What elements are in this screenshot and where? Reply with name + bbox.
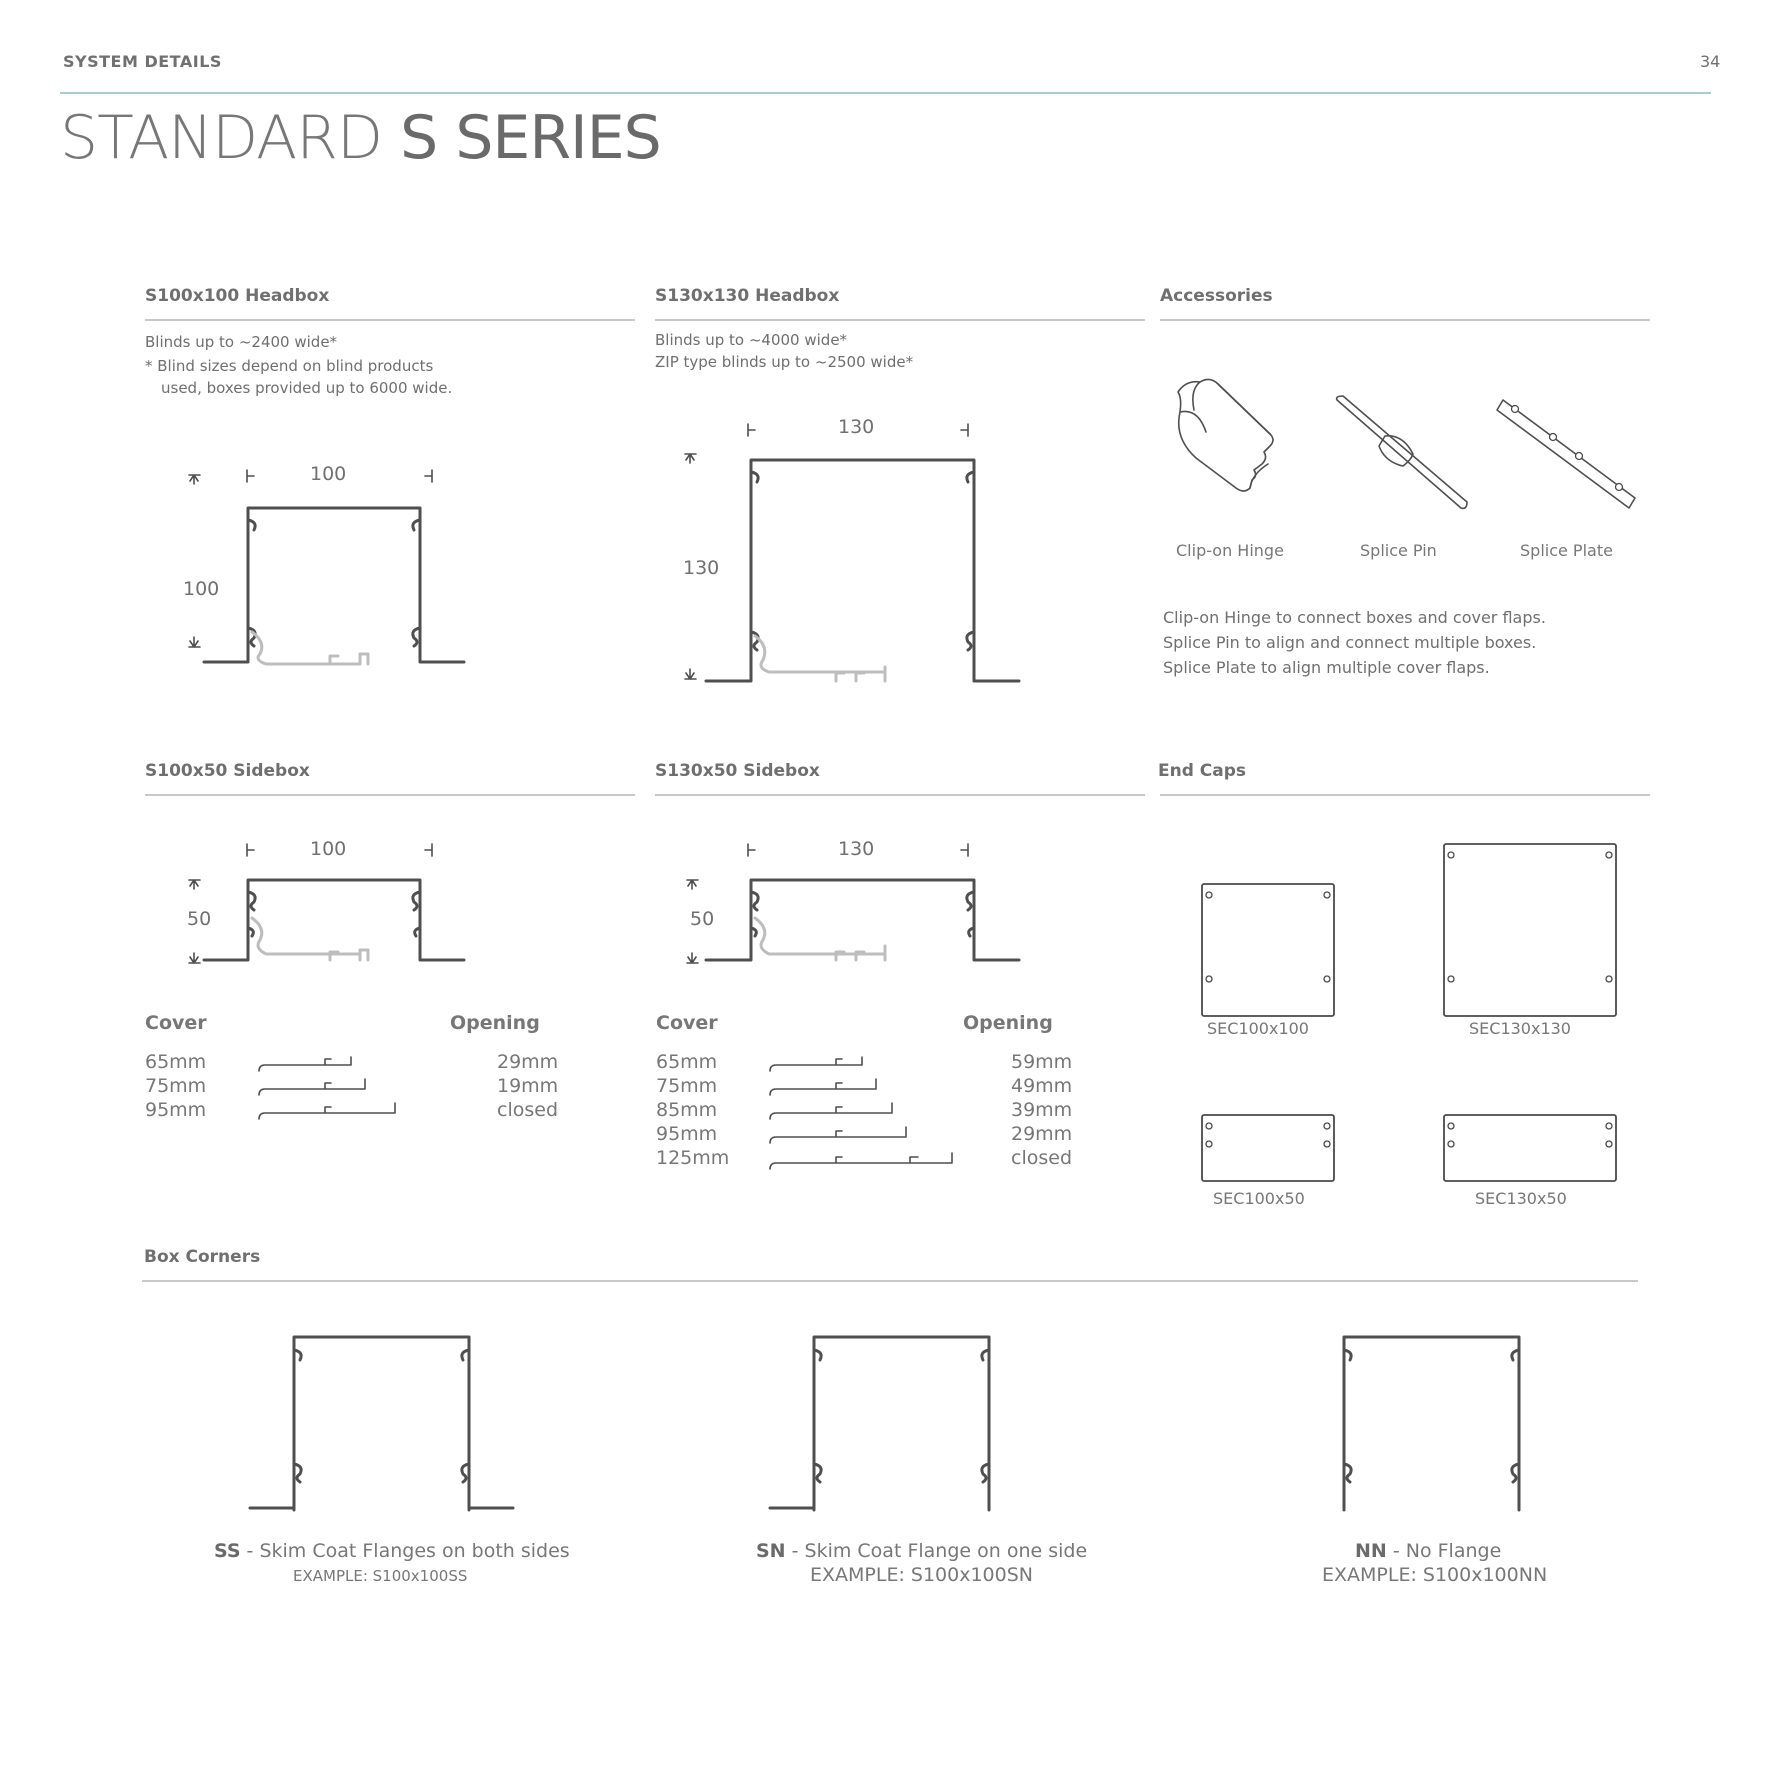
corner-nn-caption [1355, 1540, 1501, 1562]
s100x100-rule [145, 319, 635, 321]
s130x50-cover-label: Cover [656, 1012, 718, 1034]
s130x50-cover-5: 125mm [656, 1147, 730, 1169]
s100x50-width-label: 100 [310, 838, 347, 860]
corner-sn-example: EXAMPLE: S100x100SN [810, 1564, 1034, 1586]
section-label: SYSTEM DETAILS [63, 52, 222, 71]
corner-nn-desc: - No Flange [1386, 1540, 1502, 1562]
s130x130-rule [655, 319, 1145, 321]
page-number: 34 [1700, 52, 1721, 71]
corner-nn-example: EXAMPLE: S100x100NN [1322, 1564, 1548, 1586]
end-caps-rule [1160, 794, 1650, 796]
s130x50-cover-4: 95mm [656, 1123, 718, 1145]
s130x130-note-1: Blinds up to ~4000 wide* [655, 331, 848, 349]
end-cap-label-2: SEC130x130 [1469, 1019, 1571, 1038]
s130x50-opening-3: 39mm [1011, 1099, 1073, 1121]
s100x50-title: S100x50 Sidebox [145, 761, 310, 781]
accessories-note-2: Splice Pin to align and connect multiple boxes. [1163, 633, 1537, 652]
header-rule [60, 92, 1711, 94]
accessories-note-3: Splice Plate to align multiple cover flaps. [1163, 658, 1490, 677]
accessory-label-plate: Splice Plate [1520, 541, 1613, 560]
accessories-title: Accessories [1160, 286, 1273, 306]
page-title [60, 103, 661, 173]
end-cap-label-1: SEC100x100 [1207, 1019, 1309, 1038]
s100x50-height-label: 50 [187, 908, 212, 930]
s100x100-width-label: 100 [310, 463, 347, 485]
s130x50-rule [655, 794, 1145, 796]
s100x100-profile-drawing [180, 470, 480, 670]
s100x50-cover-3: 95mm [145, 1099, 207, 1121]
s100x50-rule [145, 794, 635, 796]
s100x50-opening-2: 19mm [497, 1075, 559, 1097]
s100x50-cover-2: 75mm [145, 1075, 207, 1097]
s100x50-opening-3: closed [497, 1099, 558, 1121]
s100x100-note-3: used, boxes provided up to 6000 wide. [161, 379, 453, 397]
corner-sn-caption [756, 1540, 1087, 1562]
s100x50-opening-1: 29mm [497, 1051, 559, 1073]
accessory-label-hinge: Clip-on Hinge [1176, 541, 1284, 560]
s130x50-cover-2: 75mm [656, 1075, 718, 1097]
clip-on-hinge-icon [1170, 378, 1280, 528]
corner-sn-code: SN [756, 1540, 786, 1562]
accessories-rule [1160, 319, 1650, 321]
splice-pin-icon [1333, 396, 1473, 516]
s100x50-cover-1: 65mm [145, 1051, 207, 1073]
s130x50-opening-4: 29mm [1011, 1123, 1073, 1145]
page-title-bold: S SERIES [400, 103, 661, 173]
corner-nn-drawing [1290, 1330, 1570, 1530]
end-cap-label-4: SEC130x50 [1475, 1189, 1567, 1208]
s100x100-note-2: * Blind sizes depend on blind products [145, 357, 434, 375]
s100x100-title: S100x100 Headbox [145, 286, 330, 306]
s130x130-note-2: ZIP type blinds up to ~2500 wide* [655, 353, 914, 371]
s130x50-opening-1: 59mm [1011, 1051, 1073, 1073]
splice-plate-icon [1497, 396, 1647, 516]
s130x50-title: S130x50 Sidebox [655, 761, 820, 781]
s100x50-cover-profiles [255, 1055, 415, 1135]
s100x50-cover-label: Cover [145, 1012, 207, 1034]
s130x50-opening-5: closed [1011, 1147, 1072, 1169]
s130x50-width-label: 130 [838, 838, 875, 860]
s130x50-opening-2: 49mm [1011, 1075, 1073, 1097]
s130x130-title: S130x130 Headbox [655, 286, 840, 306]
accessories-note-1: Clip-on Hinge to connect boxes and cover flaps. [1163, 608, 1546, 627]
end-cap-sec130x50-drawing [1443, 1114, 1619, 1184]
s130x50-opening-label: Opening [963, 1012, 1053, 1034]
box-corners-title: Box Corners [144, 1247, 261, 1267]
s130x50-cover-profiles [766, 1055, 966, 1185]
end-cap-sec100x100-drawing [1201, 883, 1337, 1019]
s100x100-note-1: Blinds up to ~2400 wide* [145, 333, 338, 351]
s130x50-profile-drawing [680, 844, 1010, 964]
s130x50-cover-3: 85mm [656, 1099, 718, 1121]
end-cap-sec130x130-drawing [1443, 843, 1619, 1019]
page-title-light: STANDARD [60, 103, 383, 173]
box-corners-rule [142, 1280, 1638, 1282]
s100x50-opening-label: Opening [450, 1012, 540, 1034]
accessory-label-pin: Splice Pin [1360, 541, 1437, 560]
s130x130-width-label: 130 [838, 416, 875, 438]
corner-ss-code: SS [214, 1540, 241, 1562]
end-cap-sec100x50-drawing [1201, 1114, 1337, 1184]
end-cap-label-3: SEC100x50 [1213, 1189, 1305, 1208]
corner-sn-drawing [760, 1330, 1040, 1530]
corner-nn-code: NN [1355, 1540, 1387, 1562]
corner-ss-caption [214, 1540, 570, 1562]
end-caps-title: End Caps [1158, 761, 1247, 781]
corner-ss-drawing [240, 1330, 520, 1530]
corner-sn-desc: - Skim Coat Flange on one side [785, 1540, 1088, 1562]
s100x100-height-label: 100 [183, 578, 220, 600]
s130x130-profile-drawing [680, 424, 1000, 684]
s130x50-cover-1: 65mm [656, 1051, 718, 1073]
s100x50-profile-drawing [180, 844, 480, 964]
corner-ss-example: EXAMPLE: S100x100SS [293, 1567, 468, 1585]
corner-ss-desc: - Skim Coat Flanges on both sides [240, 1540, 570, 1562]
s130x50-height-label: 50 [690, 908, 715, 930]
s130x130-height-label: 130 [683, 557, 720, 579]
